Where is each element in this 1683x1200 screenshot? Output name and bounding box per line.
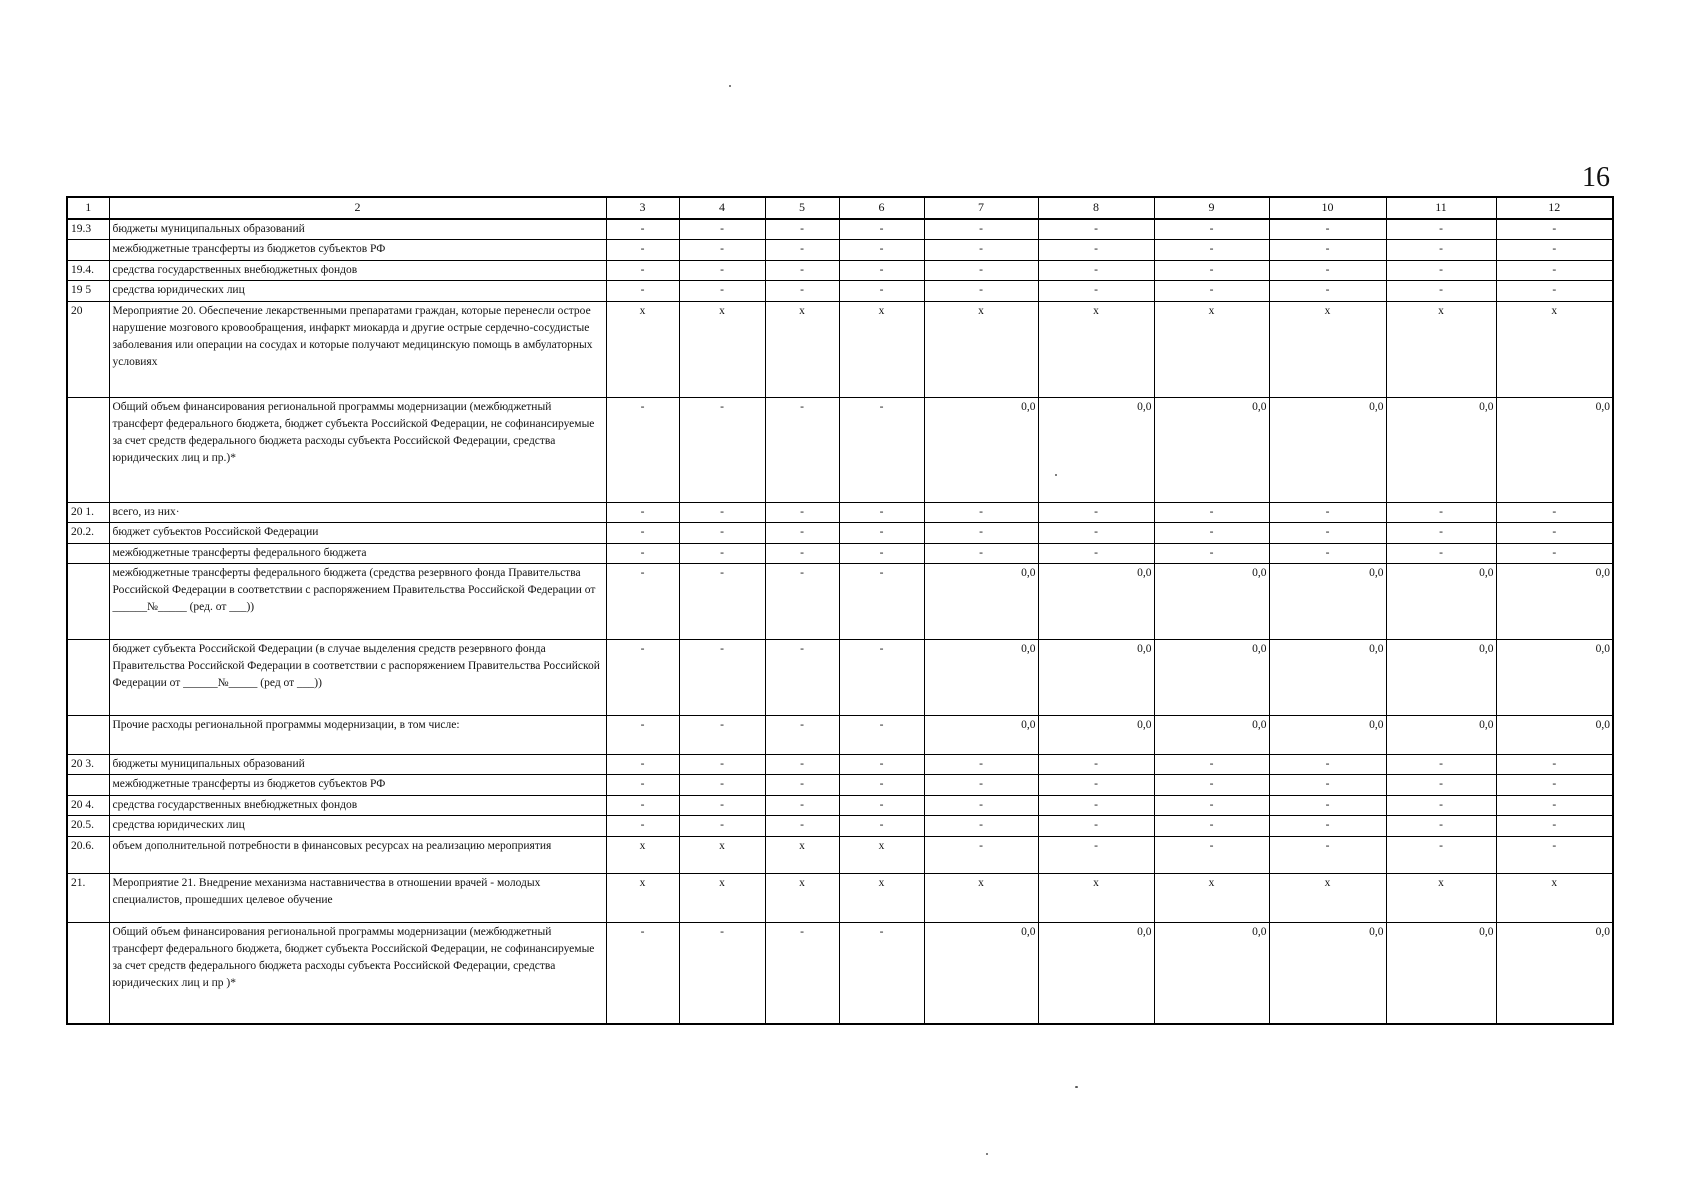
value-cell: x <box>606 836 679 873</box>
value-cell: - <box>679 639 765 715</box>
value-cell: - <box>606 240 679 261</box>
value-cell: - <box>1154 219 1269 240</box>
value-cell: x <box>1386 301 1496 397</box>
value-cell: - <box>1269 543 1386 564</box>
value-cell: - <box>1038 543 1154 564</box>
value-cell: - <box>679 543 765 564</box>
row-number-cell <box>67 775 109 796</box>
value-cell: - <box>1269 502 1386 523</box>
row-number-cell <box>67 543 109 564</box>
value-cell: - <box>1038 502 1154 523</box>
row-number-cell: 20 3. <box>67 754 109 775</box>
value-cell: - <box>679 397 765 502</box>
column-header: 3 <box>606 197 679 219</box>
value-cell: x <box>924 301 1038 397</box>
scan-speck <box>1075 1086 1078 1088</box>
value-cell: 0,0 <box>924 715 1038 754</box>
table-row <box>67 502 1613 523</box>
value-cell: - <box>839 397 924 502</box>
value-cell: 0,0 <box>1386 564 1496 640</box>
table-row <box>67 836 1613 873</box>
value-cell: - <box>606 754 679 775</box>
value-cell: x <box>839 873 924 922</box>
column-header: 9 <box>1154 197 1269 219</box>
table-row <box>67 775 1613 796</box>
value-cell: - <box>765 240 839 261</box>
row-number-cell: 20.2. <box>67 523 109 544</box>
row-number-cell: 19.4. <box>67 260 109 281</box>
value-cell: - <box>1496 775 1613 796</box>
value-cell: - <box>1496 260 1613 281</box>
value-cell: - <box>1154 240 1269 261</box>
value-cell: - <box>1496 281 1613 302</box>
table-row <box>67 219 1613 240</box>
row-number-cell <box>67 240 109 261</box>
value-cell: - <box>679 281 765 302</box>
value-cell: - <box>1386 775 1496 796</box>
value-cell: - <box>1496 219 1613 240</box>
value-cell: - <box>606 260 679 281</box>
value-cell: - <box>1154 523 1269 544</box>
value-cell: - <box>1386 219 1496 240</box>
value-cell: - <box>1269 281 1386 302</box>
value-cell: - <box>1269 523 1386 544</box>
table-row <box>67 543 1613 564</box>
value-cell: - <box>924 775 1038 796</box>
value-cell: 0,0 <box>1269 564 1386 640</box>
value-cell: 0,0 <box>1154 564 1269 640</box>
value-cell: 0,0 <box>1269 715 1386 754</box>
value-cell: 0,0 <box>1386 922 1496 1024</box>
value-cell: - <box>1496 836 1613 873</box>
value-cell: - <box>839 281 924 302</box>
row-description-cell: бюджет субъекта Российской Федерации (в случае выделения средств резервного фонда Правительства Российской Федерации в соответствии с распоряжением Правительства Российской Федерации от ______№_____ (ред от ___)) <box>109 639 606 715</box>
value-cell: 0,0 <box>924 639 1038 715</box>
value-cell: - <box>1386 260 1496 281</box>
value-cell: x <box>765 301 839 397</box>
value-cell: - <box>924 754 1038 775</box>
row-number-cell: 19 5 <box>67 281 109 302</box>
value-cell: - <box>924 543 1038 564</box>
value-cell: - <box>679 240 765 261</box>
value-cell: - <box>1038 816 1154 837</box>
value-cell: 0,0 <box>1038 922 1154 1024</box>
value-cell: - <box>1386 754 1496 775</box>
row-description-cell: Мероприятие 20. Обеспечение лекарственными препаратами граждан, которые перенесли острое нарушение мозгового кровообращения, инфаркт миокарда и другие острые сердечно-сосудистые заболевания или операции на сосудах и которые получают медицинскую помощь в амбулаторных условиях <box>109 301 606 397</box>
value-cell: - <box>765 564 839 640</box>
value-cell: - <box>606 523 679 544</box>
value-cell: - <box>839 639 924 715</box>
row-description-cell: средства юридических лиц <box>109 816 606 837</box>
value-cell: 0,0 <box>1269 922 1386 1024</box>
value-cell: - <box>839 260 924 281</box>
value-cell: - <box>765 922 839 1024</box>
value-cell: - <box>1496 543 1613 564</box>
value-cell: x <box>606 301 679 397</box>
value-cell: - <box>839 715 924 754</box>
value-cell: - <box>1154 502 1269 523</box>
value-cell: - <box>679 502 765 523</box>
value-cell: x <box>839 836 924 873</box>
value-cell: - <box>606 564 679 640</box>
value-cell: x <box>1496 301 1613 397</box>
table-body <box>67 197 1613 1024</box>
row-description-cell: межбюджетные трансферты федерального бюджета <box>109 543 606 564</box>
page-number: 16 <box>1582 162 1610 193</box>
value-cell: - <box>924 816 1038 837</box>
value-cell: - <box>606 219 679 240</box>
table-row <box>67 281 1613 302</box>
value-cell: 0,0 <box>1386 639 1496 715</box>
row-description-cell: Общий объем финансирования региональной программы модернизации (межбюджетный трансферт федерального бюджета, бюджет субъекта Российской Федерации, не софинансируемые за счет средств федерального бюджета расходы субъекта Российской Федерации, средства юридических лиц и пр.)* <box>109 397 606 502</box>
value-cell: - <box>1496 795 1613 816</box>
value-cell: 0,0 <box>1496 922 1613 1024</box>
value-cell: - <box>765 523 839 544</box>
value-cell: - <box>606 795 679 816</box>
value-cell: - <box>924 836 1038 873</box>
scan-speck <box>986 1153 988 1155</box>
value-cell: - <box>679 523 765 544</box>
value-cell: x <box>1496 873 1613 922</box>
value-cell: - <box>679 564 765 640</box>
value-cell: - <box>1269 260 1386 281</box>
value-cell: x <box>1269 301 1386 397</box>
row-description-cell: Общий объем финансирования региональной программы модернизации (межбюджетный трансферт федерального бюджета, бюджет субъекта Российской Федерации, не софинансируемые за счет средств федерального бюджета расходы субъекта Российской Федерации, средства юридических лиц и пр )* <box>109 922 606 1024</box>
value-cell: - <box>765 775 839 796</box>
table-row <box>67 922 1613 1024</box>
value-cell: x <box>1154 873 1269 922</box>
value-cell: - <box>1154 795 1269 816</box>
table-row <box>67 240 1613 261</box>
value-cell: - <box>924 502 1038 523</box>
column-header: 2 <box>109 197 606 219</box>
value-cell: - <box>606 543 679 564</box>
value-cell: 0,0 <box>924 922 1038 1024</box>
value-cell: - <box>606 922 679 1024</box>
value-cell: - <box>1038 836 1154 873</box>
value-cell: - <box>765 502 839 523</box>
value-cell: - <box>765 715 839 754</box>
value-cell: - <box>606 397 679 502</box>
value-cell: - <box>1038 795 1154 816</box>
column-header: 4 <box>679 197 765 219</box>
value-cell: - <box>765 219 839 240</box>
table-row <box>67 639 1613 715</box>
value-cell: - <box>1496 502 1613 523</box>
value-cell: - <box>1038 260 1154 281</box>
value-cell: - <box>679 795 765 816</box>
value-cell: - <box>839 543 924 564</box>
value-cell: - <box>1496 754 1613 775</box>
row-description-cell: средства государственных внебюджетных фондов <box>109 795 606 816</box>
column-header: 10 <box>1269 197 1386 219</box>
value-cell: - <box>1386 795 1496 816</box>
column-header: 1 <box>67 197 109 219</box>
value-cell: 0,0 <box>1038 397 1154 502</box>
row-number-cell <box>67 564 109 640</box>
row-description-cell: межбюджетные трансферты из бюджетов субъектов РФ <box>109 240 606 261</box>
value-cell: 0,0 <box>1154 922 1269 1024</box>
table-row <box>67 873 1613 922</box>
value-cell: - <box>1154 816 1269 837</box>
value-cell: 0,0 <box>1496 715 1613 754</box>
column-header: 5 <box>765 197 839 219</box>
value-cell: x <box>765 873 839 922</box>
row-number-cell: 20.5. <box>67 816 109 837</box>
row-number-cell <box>67 639 109 715</box>
row-number-cell: 20 4. <box>67 795 109 816</box>
value-cell: - <box>1386 523 1496 544</box>
value-cell: x <box>765 836 839 873</box>
row-description-cell: межбюджетные трансферты из бюджетов субъектов РФ <box>109 775 606 796</box>
value-cell: - <box>679 219 765 240</box>
value-cell: - <box>1386 816 1496 837</box>
value-cell: - <box>679 922 765 1024</box>
value-cell: - <box>839 502 924 523</box>
value-cell: 0,0 <box>1386 715 1496 754</box>
value-cell: x <box>924 873 1038 922</box>
row-description-cell: бюджет субъектов Российской Федерации <box>109 523 606 544</box>
value-cell: - <box>924 523 1038 544</box>
value-cell: 0,0 <box>1154 715 1269 754</box>
value-cell: x <box>679 873 765 922</box>
table-header-row <box>67 197 1613 219</box>
value-cell: 0,0 <box>924 564 1038 640</box>
value-cell: - <box>1386 281 1496 302</box>
value-cell: - <box>1496 240 1613 261</box>
value-cell: x <box>839 301 924 397</box>
value-cell: 0,0 <box>1496 639 1613 715</box>
table-row <box>67 715 1613 754</box>
column-header: 11 <box>1386 197 1496 219</box>
table-row <box>67 397 1613 502</box>
value-cell: - <box>924 219 1038 240</box>
table-row <box>67 754 1613 775</box>
value-cell: - <box>1269 795 1386 816</box>
row-number-cell: 19.3 <box>67 219 109 240</box>
value-cell: 0,0 <box>1038 564 1154 640</box>
value-cell: - <box>924 795 1038 816</box>
value-cell: - <box>1386 240 1496 261</box>
row-number-cell: 20 1. <box>67 502 109 523</box>
value-cell: - <box>679 260 765 281</box>
value-cell: - <box>1038 281 1154 302</box>
row-number-cell <box>67 397 109 502</box>
value-cell: - <box>1038 775 1154 796</box>
value-cell: - <box>679 715 765 754</box>
value-cell: - <box>606 775 679 796</box>
value-cell: - <box>765 397 839 502</box>
row-description-cell: всего, из них· <box>109 502 606 523</box>
column-header: 7 <box>924 197 1038 219</box>
value-cell: - <box>1386 502 1496 523</box>
row-description-cell: Мероприятие 21. Внедрение механизма наставничества в отношении врачей - молодых специалистов, прошедших целевое обучение <box>109 873 606 922</box>
value-cell: - <box>1269 816 1386 837</box>
value-cell: 0,0 <box>1038 639 1154 715</box>
value-cell: - <box>1154 754 1269 775</box>
value-cell: - <box>606 502 679 523</box>
value-cell: 0,0 <box>1154 397 1269 502</box>
row-number-cell: 21. <box>67 873 109 922</box>
value-cell: - <box>839 754 924 775</box>
table-row <box>67 301 1613 397</box>
row-description-cell: средства государственных внебюджетных фондов <box>109 260 606 281</box>
value-cell: - <box>765 639 839 715</box>
value-cell: - <box>1038 219 1154 240</box>
value-cell: - <box>606 816 679 837</box>
column-header: 6 <box>839 197 924 219</box>
column-header: 8 <box>1038 197 1154 219</box>
value-cell: - <box>765 816 839 837</box>
row-description-cell: Прочие расходы региональной программы модернизации, в том числе: <box>109 715 606 754</box>
table-row <box>67 564 1613 640</box>
table-row <box>67 523 1613 544</box>
value-cell: - <box>606 639 679 715</box>
value-cell: - <box>679 775 765 796</box>
row-description-cell: объем дополнительной потребности в финансовых ресурсах на реализацию мероприятия <box>109 836 606 873</box>
value-cell: 0,0 <box>1269 397 1386 502</box>
value-cell: 0,0 <box>1496 564 1613 640</box>
value-cell: - <box>679 816 765 837</box>
value-cell: x <box>1038 873 1154 922</box>
row-number-cell <box>67 715 109 754</box>
value-cell: - <box>1154 836 1269 873</box>
row-description-cell: средства юридических лиц <box>109 281 606 302</box>
value-cell: x <box>1269 873 1386 922</box>
table-row <box>67 260 1613 281</box>
value-cell: x <box>1038 301 1154 397</box>
value-cell: - <box>839 775 924 796</box>
value-cell: - <box>1269 240 1386 261</box>
table-row <box>67 795 1613 816</box>
value-cell: - <box>924 260 1038 281</box>
value-cell: - <box>1269 219 1386 240</box>
value-cell: x <box>679 836 765 873</box>
value-cell: - <box>924 281 1038 302</box>
value-cell: - <box>839 795 924 816</box>
value-cell: - <box>765 754 839 775</box>
scan-speck <box>729 85 731 87</box>
row-description-cell: межбюджетные трансферты федерального бюджета (средства резервного фонда Правительства Российской Федерации в соответствии с распоряжением Правительства Российской Федерации от ______№_____ (ред. от ___)) <box>109 564 606 640</box>
value-cell: - <box>1386 543 1496 564</box>
value-cell: x <box>1154 301 1269 397</box>
row-number-cell: 20 <box>67 301 109 397</box>
row-number-cell <box>67 922 109 1024</box>
value-cell: - <box>1154 543 1269 564</box>
value-cell: - <box>839 219 924 240</box>
value-cell: - <box>765 260 839 281</box>
financing-table <box>66 196 1614 1025</box>
value-cell: 0,0 <box>924 397 1038 502</box>
value-cell: - <box>924 240 1038 261</box>
value-cell: x <box>606 873 679 922</box>
value-cell: - <box>1038 523 1154 544</box>
row-description-cell: бюджеты муниципальных образований <box>109 754 606 775</box>
row-description-cell: бюджеты муниципальных образований <box>109 219 606 240</box>
value-cell: - <box>839 523 924 544</box>
value-cell: - <box>1386 836 1496 873</box>
column-header: 12 <box>1496 197 1613 219</box>
value-cell: - <box>839 816 924 837</box>
value-cell: - <box>606 281 679 302</box>
value-cell: x <box>1386 873 1496 922</box>
value-cell: - <box>1154 260 1269 281</box>
value-cell: x <box>679 301 765 397</box>
value-cell: - <box>1154 281 1269 302</box>
value-cell: - <box>1269 775 1386 796</box>
value-cell: - <box>839 564 924 640</box>
value-cell: - <box>765 281 839 302</box>
value-cell: 0,0 <box>1038 715 1154 754</box>
value-cell: - <box>1038 240 1154 261</box>
value-cell: - <box>679 754 765 775</box>
value-cell: 0,0 <box>1496 397 1613 502</box>
value-cell: - <box>765 795 839 816</box>
value-cell: - <box>1496 816 1613 837</box>
value-cell: - <box>1269 754 1386 775</box>
value-cell: - <box>839 922 924 1024</box>
value-cell: - <box>1154 775 1269 796</box>
value-cell: 0,0 <box>1269 639 1386 715</box>
table-row <box>67 816 1613 837</box>
value-cell: - <box>765 543 839 564</box>
value-cell: - <box>1496 523 1613 544</box>
value-cell: 0,0 <box>1386 397 1496 502</box>
value-cell: - <box>1038 754 1154 775</box>
value-cell: - <box>839 240 924 261</box>
value-cell: - <box>1269 836 1386 873</box>
value-cell: - <box>606 715 679 754</box>
value-cell: 0,0 <box>1154 639 1269 715</box>
row-number-cell: 20.6. <box>67 836 109 873</box>
